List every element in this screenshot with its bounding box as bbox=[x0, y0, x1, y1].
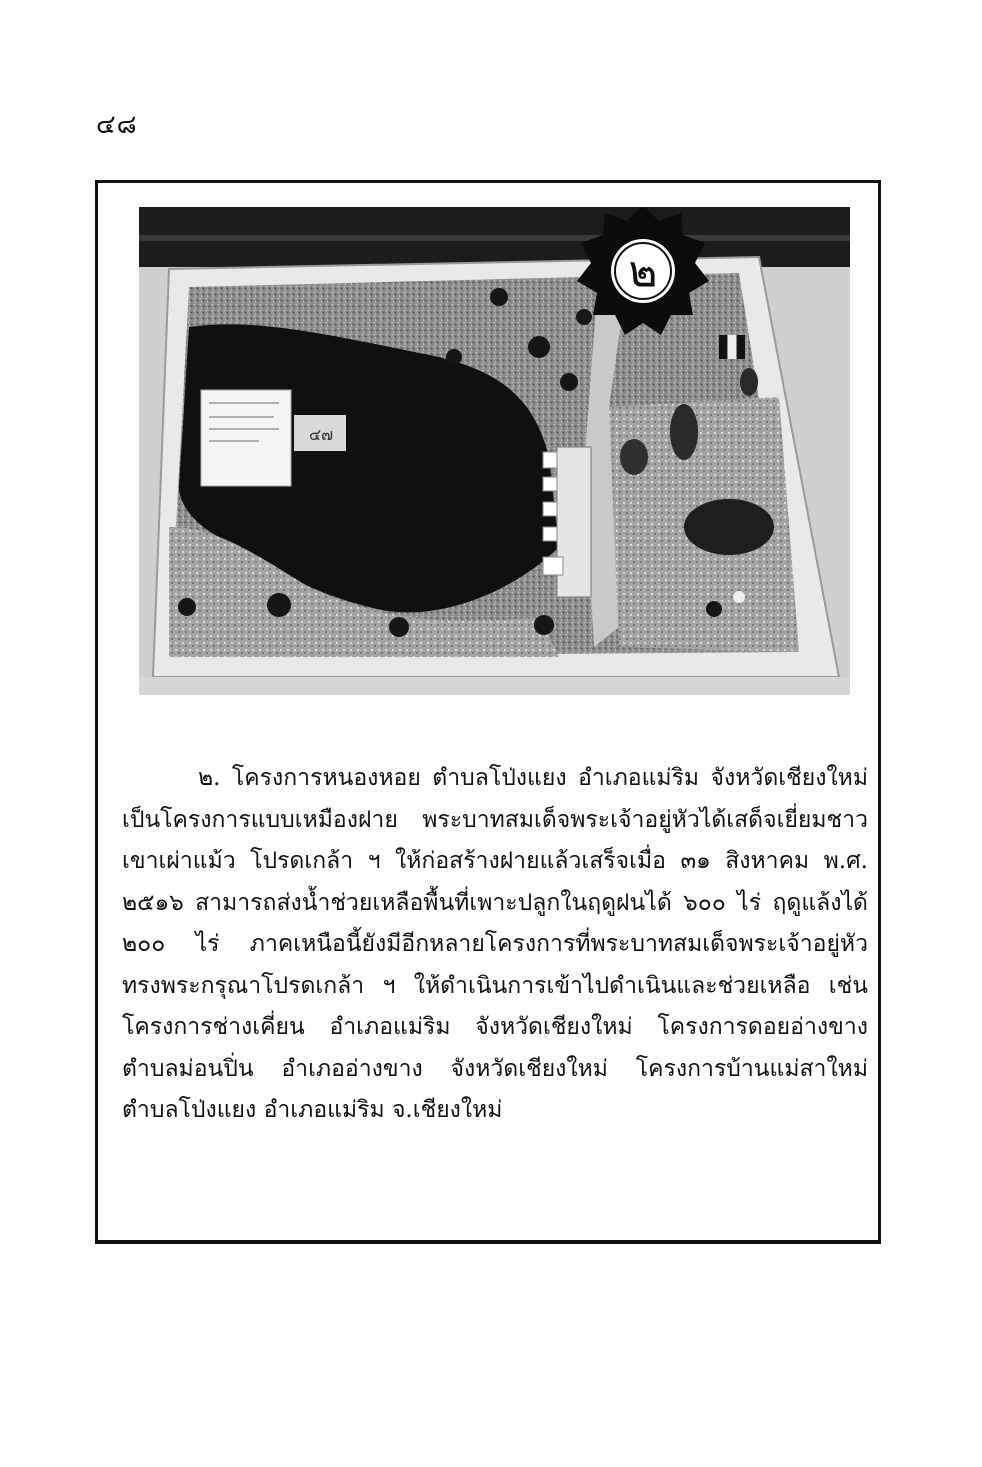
caption-paragraph bbox=[122, 758, 868, 1132]
sign-label: ๔๗ bbox=[309, 425, 334, 444]
content-frame bbox=[95, 180, 881, 1244]
diorama-photo bbox=[139, 207, 850, 695]
badge-label: ๒ bbox=[628, 246, 658, 297]
diorama-photo-illustration bbox=[139, 207, 850, 695]
page-number: ๔๘ bbox=[96, 110, 138, 140]
caption-text: ๒. โครงการหนองหอย ตำบลโป่งแยง อำเภอแม่ริม จังหวัดเชียงใหม่ เป็นโครงการแบบเหมืองฝาย พระบาทสมเด็จพระเจ้าอยู่หัวได้เสด็จเยี่ยมชาวเขาเผ่าแม้ว โปรดเกล้า ฯ ให้ก่อสร้างฝายแล้วเสร็จเมื่อ ๓๑ สิงหาคม พ.ศ. ๒๕๑๖ สามารถส่งน้ำช่วยเหลือพื้นที่เพาะปลูกในฤดูฝนได้ ๖๐๐ ไร่ ฤดูแล้งได้ ๒๐๐ ไร่ ภาคเหนือนี้ยังมีอีกหลายโครงการที่พระบาทสมเด็จพระเจ้าอยู่หัว ทรงพระกรุณาโปรดเกล้า ฯ ให้ดำเนินการเข้าไปดำเนินและช่วยเหลือ เช่น โครงการช่างเคี่ยน อำเภอแม่ริม จังหวัดเชียงใหม่ โครงการดอยอ่างขาง ตำบลม่อนปิ่น อำเภออ่างขาง จังหวัดเชียงใหม่ โครงการบ้านแม่สาใหม่ ตำบลโป่งแยง อำเภอแม่ริม จ.เชียงใหม่ bbox=[122, 765, 868, 1123]
